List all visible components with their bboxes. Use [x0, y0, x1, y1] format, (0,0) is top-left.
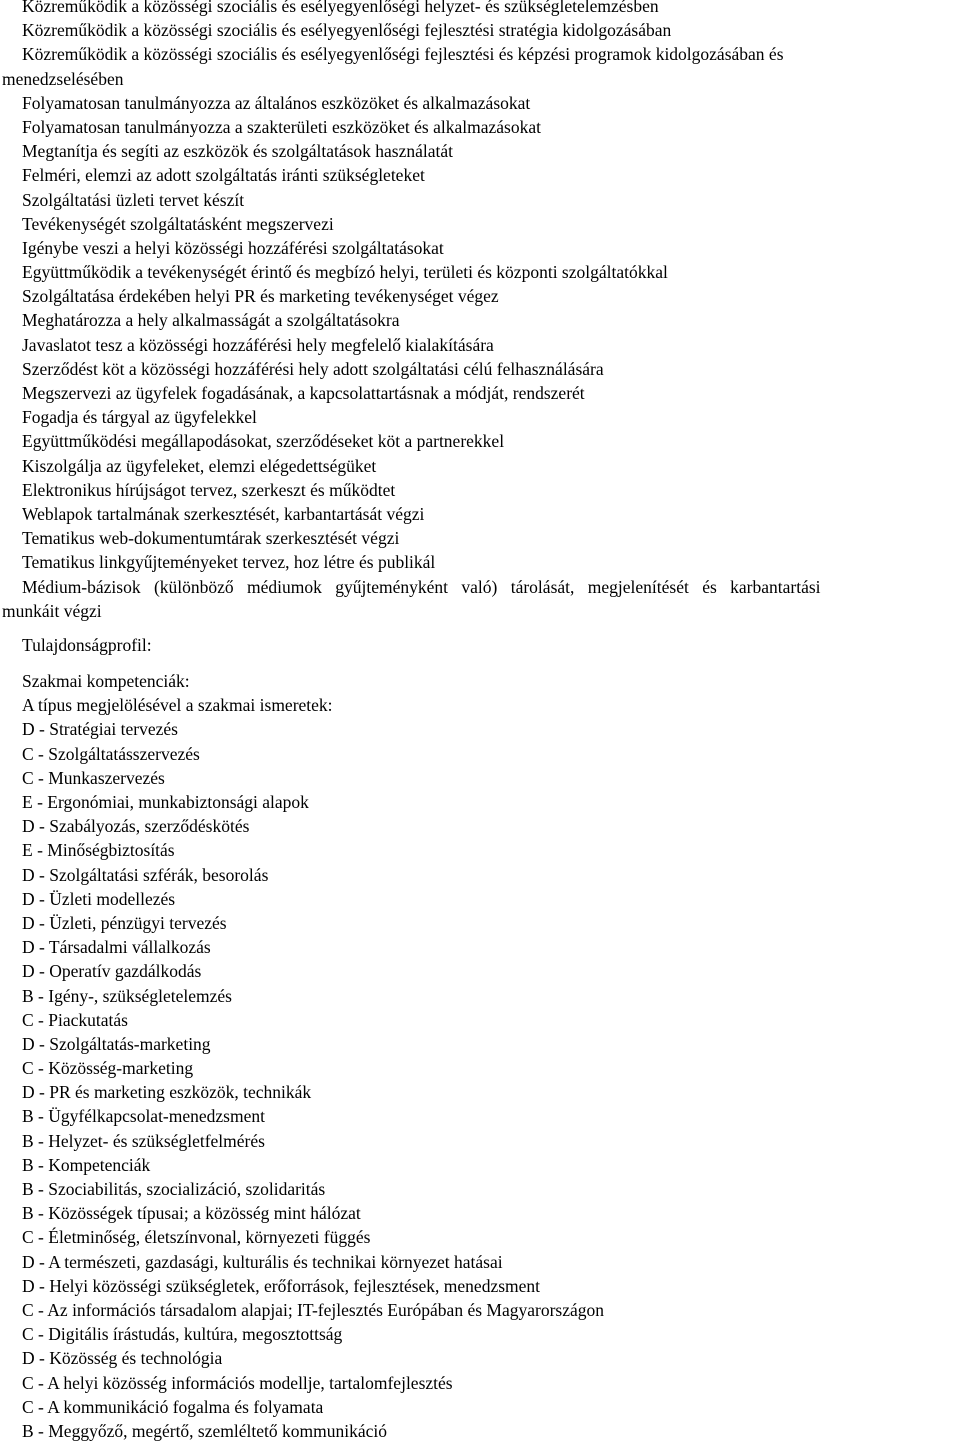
competence-item: D - Stratégiai tervezés — [22, 719, 178, 740]
competences-list — [0, 717, 960, 1443]
competence-item: B - Közösségek típusai; a közösség mint hálózat — [22, 1203, 361, 1224]
duty-item: Elektronikus hírújságot tervez, szerkeszt és működtet — [22, 479, 396, 500]
competence-item: C - Életminőség, életszínvonal, környezeti függés — [22, 1227, 371, 1248]
competences-subheading: A típus megjelölésével a szakmai ismeretek: — [22, 695, 333, 716]
competence-item: D - A természeti, gazdasági, kulturális és technikai környezet hatásai — [22, 1251, 503, 1272]
competence-item: C - Az információs társadalom alapjai; IT-fejlesztés Európában és Magyarországon — [22, 1299, 604, 1320]
competence-item: C - Munkaszervezés — [22, 767, 165, 788]
duty-item: Megszervezi az ügyfelek fogadásának, a kapcsolattartásnak a módját, rendszerét — [22, 383, 585, 403]
competence-item: C - Közösség-marketing — [22, 1058, 194, 1079]
duty-item: Közreműködik a közösségi szociális és esélyegyenlőségi fejlesztési stratégia kidolgozásában — [22, 20, 672, 41]
competence-item: D - Társadalmi vállalkozás — [22, 937, 211, 958]
duty-item: Szerződést köt a közösségi hozzáférési hely adott szolgáltatási célú felhasználására — [22, 358, 604, 379]
duty-item-continuation: munkáit végzi — [2, 600, 102, 621]
duty-item: Tematikus linkgyűjteményeket tervez, hoz létre és publikál — [22, 552, 436, 573]
competence-item: C - A helyi közösség információs modellje, tartalomfejlesztés — [22, 1372, 453, 1393]
competence-item: D - Szabályozás, szerződéskötés — [22, 816, 250, 837]
duty-item: Tematikus web-dokumentumtárak szerkesztését végzi — [22, 528, 400, 549]
duty-item: Kiszolgálja az ügyfeleket, elemzi elégedettségüket — [22, 455, 377, 476]
duty-item: Közreműködik a közösségi szociális és esélyegyenlőségi fejlesztési és képzési programok kidolgozásában és — [22, 44, 784, 65]
competence-item: B - Ügyfélkapcsolat-menedzsment — [22, 1106, 265, 1127]
competence-item: B - Helyzet- és szükségletfelmérés — [22, 1130, 265, 1151]
competence-item: C - Szolgáltatásszervezés — [22, 743, 200, 764]
competence-item: D - Közösség és technológia — [22, 1348, 223, 1369]
competence-item: D - Helyi közösségi szükségletek, erőforrások, fejlesztések, menedzsment — [22, 1275, 541, 1296]
competence-item: B - Igény-, szükségletelemzés — [22, 985, 232, 1006]
competence-item: E - Minőségbiztosítás — [22, 840, 175, 861]
duty-item: Javaslatot tesz a közösségi hozzáférési hely megfelelő kialakítására — [22, 334, 494, 355]
competence-item: D - PR és marketing eszközök, technikák — [22, 1082, 312, 1103]
competence-item: D - Szolgáltatási szférák, besorolás — [22, 864, 269, 885]
duty-item: Felméri, elemzi az adott szolgáltatás iránti szükségleteket — [22, 165, 425, 186]
duty-item: Szolgáltatási üzleti tervet készít — [22, 189, 245, 210]
duty-item-continuation: menedzselésében — [2, 68, 124, 89]
duty-item: Meghatározza a hely alkalmasságát a szolgáltatásokra — [22, 310, 400, 331]
competences-heading: Szakmai kompetenciák: — [22, 671, 190, 692]
duty-item: Fogadja és tárgyal az ügyfelekkel — [22, 407, 257, 428]
duty-item: Szolgáltatása érdekében helyi PR és marketing tevékenységet végez — [22, 286, 499, 307]
duty-item: Weblapok tartalmának szerkesztését, karbantartását végzi — [22, 503, 425, 524]
duty-item: Folyamatosan tanulmányozza a szakterületi eszközöket és alkalmazásokat — [22, 116, 541, 137]
competence-item: C - Piackutatás — [22, 1009, 128, 1030]
competence-item: D - Operatív gazdálkodás — [22, 961, 202, 982]
competence-item: B - Meggyőző, megértő, szemléltető kommunikáció — [22, 1420, 387, 1441]
duty-item: Együttműködik a tevékenységét érintő és megbízó helyi, területi és központi szolgáltatókkal — [22, 262, 668, 283]
competence-item: D - Üzleti modellezés — [22, 888, 176, 909]
duty-item: Megtanítja és segíti az eszközök és szolgáltatások használatát — [22, 141, 454, 162]
competence-item: C - Digitális írástudás, kultúra, megosztottság — [22, 1324, 343, 1345]
competence-item: C - A kommunikáció fogalma és folyamata — [22, 1396, 324, 1417]
competence-item: D - Üzleti, pénzügyi tervezés — [22, 912, 227, 933]
competence-item: D - Szolgáltatás-marketing — [22, 1033, 211, 1054]
duty-item: Együttműködési megállapodásokat, szerződéseket köt a partnerekkel — [22, 431, 505, 452]
competence-item: B - Kompetenciák — [22, 1154, 151, 1175]
competence-item: E - Ergonómiai, munkabiztonsági alapok — [22, 792, 309, 812]
duty-item: Folyamatosan tanulmányozza az általános eszközöket és alkalmazásokat — [22, 92, 531, 113]
duty-item: Tevékenységét szolgáltatásként megszervezi — [22, 213, 334, 234]
duties-list — [0, 0, 960, 623]
profile-heading: Tulajdonságprofil: — [22, 634, 152, 655]
duty-item: Közreműködik a közösségi szociális és esélyegyenlőségi helyzet- és szükségletelemzésben — [22, 0, 659, 16]
duty-item: Médium-bázisok (különböző médiumok gyűjteményként való) tárolását, megjelenítését és karbantartási — [22, 576, 821, 597]
competence-item: B - Szociabilitás, szocializáció, szolidaritás — [22, 1179, 326, 1199]
duty-item: Igénybe veszi a helyi közösségi hozzáférési szolgáltatásokat — [22, 237, 444, 258]
